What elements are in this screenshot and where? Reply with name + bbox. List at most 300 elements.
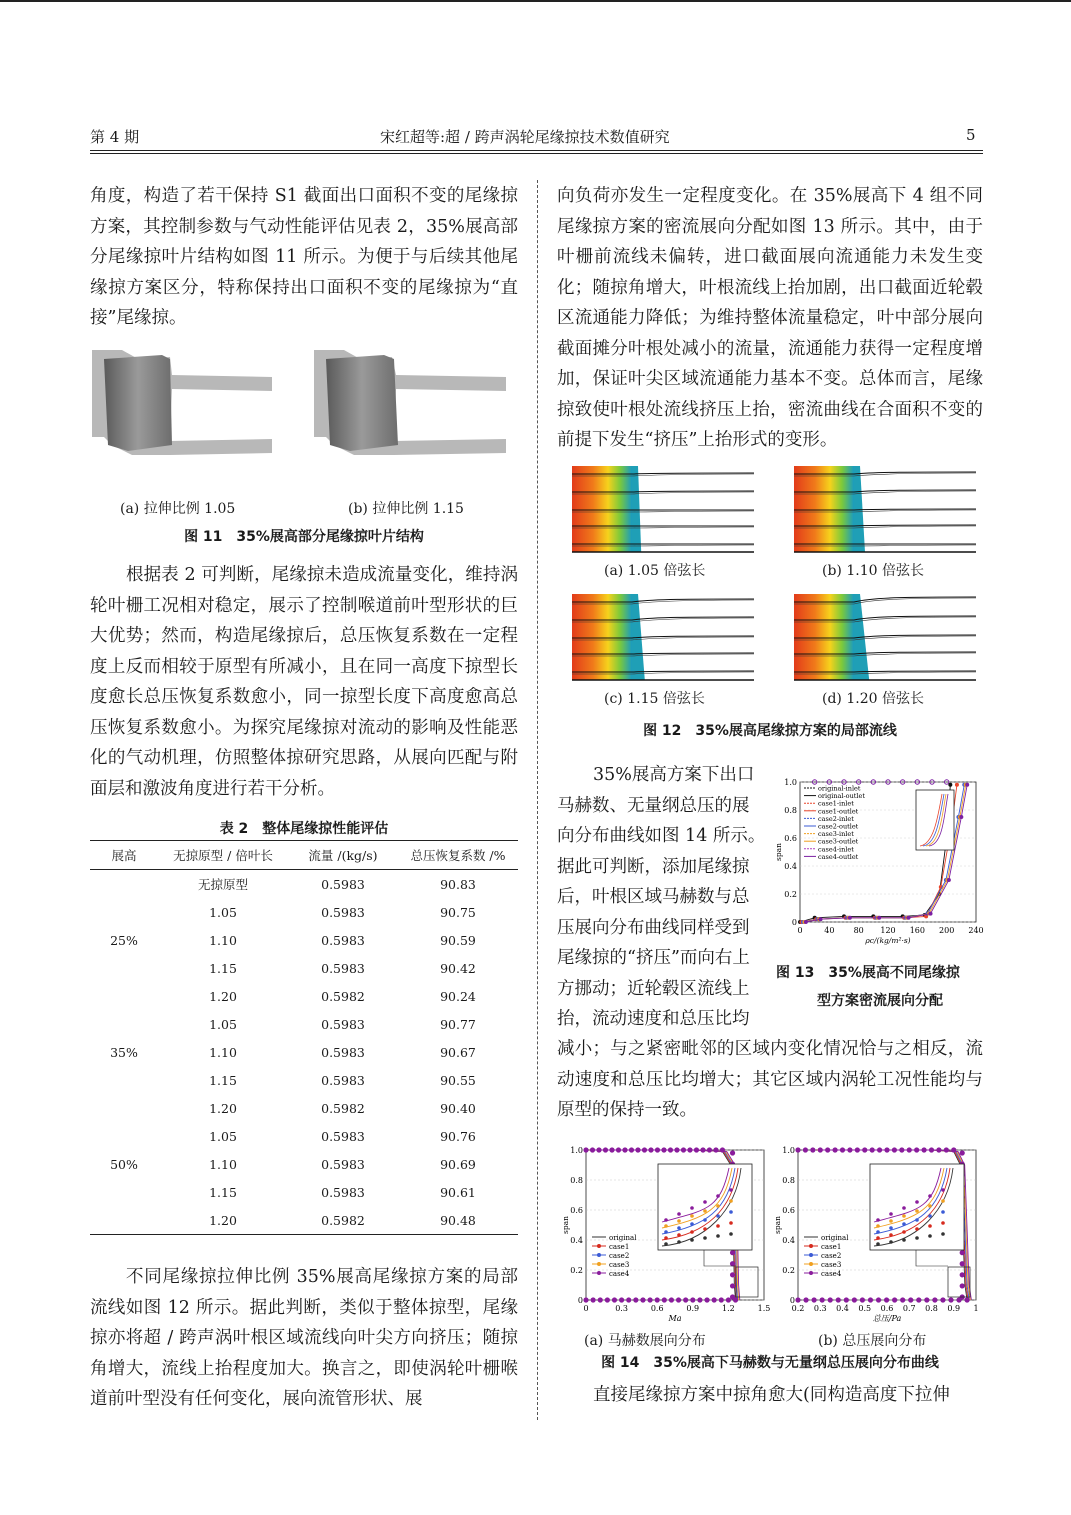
blade-a <box>92 350 272 455</box>
wrap-line: 后，叶根区域马赫数与总 <box>557 887 750 907</box>
x-tick-label: 0.3 <box>813 1304 827 1313</box>
legend-label: case1 <box>609 1243 630 1251</box>
data-point <box>936 1147 941 1152</box>
data-point <box>642 1147 647 1152</box>
table2-cell: 1.15 <box>209 1072 237 1088</box>
figure-14a <box>560 1142 770 1330</box>
table2-cell <box>90 1178 158 1206</box>
right-paragraph-1: 向负荷亦发生一定程度变化。在 35%展高下 4 组不同尾缘掠方案的密流展向分配如图 13 所示。其中，由于叶栅前流线未偏转，进口截面展向流通能力未发生变化；随掠角增大，叶根流线上抬加剧，出口截面近轮毂区流通能力降低；为维持整体流量稳定，叶中部分展向截面摊分叶根处减小的流量，流通能力获得一定程度增加，保证叶尖区域流通能力基本不变。总体而言，尾缘掠致使叶根处流线挤压上抬，密流曲线在合面积不变的前提下发生“挤压”上抬形式的变形。 <box>557 186 983 450</box>
inset-point <box>902 1238 906 1242</box>
x-tick-label: 0 <box>583 1304 589 1313</box>
table2-cell: 90.83 <box>440 876 476 892</box>
x-axis-label: 总压/Pa <box>872 1314 902 1323</box>
inset-point <box>915 1236 919 1240</box>
data-point <box>929 1147 934 1152</box>
table2-cell: 1.10 <box>209 1156 237 1172</box>
table2-header-0: 展高 <box>90 841 158 870</box>
y-tick-label: 0.4 <box>784 862 797 871</box>
inset-point <box>677 1233 681 1237</box>
data-point <box>674 1147 679 1152</box>
legend-label: case4 <box>609 1270 630 1278</box>
data-point <box>956 1297 961 1302</box>
data-point <box>730 1261 735 1266</box>
data-point <box>916 1297 921 1302</box>
inset-point <box>677 1226 681 1230</box>
figure-14b <box>772 1142 982 1330</box>
data-point <box>960 1272 965 1277</box>
data-point <box>640 1297 645 1302</box>
data-point <box>612 1297 617 1302</box>
inset-point <box>716 1204 720 1208</box>
table2-cell: 90.69 <box>440 1156 476 1172</box>
inset-point <box>928 1214 932 1218</box>
table2-cell: 0.5983 <box>321 932 365 948</box>
column-divider <box>537 180 538 1420</box>
x-tick-label: 0.7 <box>902 1304 916 1313</box>
wrap-line: 据此可判断，添加尾缘掠 <box>557 856 750 877</box>
table-row <box>90 1010 518 1038</box>
table-row <box>90 1206 518 1235</box>
data-point <box>720 1147 725 1152</box>
data-point <box>907 1147 912 1152</box>
inset-point <box>928 1194 932 1198</box>
data-point <box>655 1297 660 1302</box>
table2-cell <box>90 870 158 899</box>
inset-point <box>664 1230 668 1234</box>
left-paragraph-3: 不同尾缘掠拉伸比例 35%展高尾缘掠方案的局部流线如图 12 所示。据此判断，类似于整体掠型，尾缘掠亦将超 / 跨声涡叶根区域流线向叶尖方向挤压；随掠角增大，流线上抬程度加大。换言之，即使涡轮叶栅喉道前叶型没有任何变化，展向流管形状、展 <box>90 1267 518 1409</box>
right-paragraph-2-wrap <box>557 760 772 1035</box>
y-tick-label: 0.2 <box>782 1266 795 1275</box>
inset-point <box>664 1236 668 1240</box>
inset-point <box>729 1232 733 1236</box>
table2-cell: 90.42 <box>440 960 476 976</box>
inset-point <box>677 1240 681 1244</box>
data-point <box>648 1147 653 1152</box>
data-point <box>700 1147 705 1152</box>
y-tick-label: 0.6 <box>570 1206 583 1215</box>
blade-b <box>314 350 506 455</box>
data-point <box>668 1147 673 1152</box>
data-point <box>955 783 959 787</box>
table2-cell: 90.67 <box>440 1044 476 1060</box>
y-axis-label: span <box>773 1216 782 1234</box>
data-point <box>603 1147 608 1152</box>
table2-cell: 90.24 <box>440 988 476 1004</box>
table-2 <box>90 840 518 1235</box>
contour-field <box>572 594 632 680</box>
fig12-panel-1 <box>794 460 976 552</box>
data-point <box>661 1147 666 1152</box>
table2-cell: 90.61 <box>440 1184 476 1200</box>
table-row <box>90 1150 518 1178</box>
data-point <box>707 1147 712 1152</box>
header-rule-2 <box>90 153 983 154</box>
data-point <box>583 1297 588 1302</box>
data-point <box>694 1147 699 1152</box>
legend-label: case3-outlet <box>818 837 859 846</box>
inset-point <box>716 1234 720 1238</box>
table2-cell: 90.75 <box>440 904 476 920</box>
x-tick-label: 0.6 <box>880 1304 894 1313</box>
data-point <box>713 1147 718 1152</box>
legend-label: case3-inlet <box>818 830 854 839</box>
fig14-sub-b: (b) 总压展向分布 <box>818 1333 927 1349</box>
data-point <box>683 1297 688 1302</box>
figure-13-chart <box>772 776 984 962</box>
table2-cell <box>90 1206 158 1235</box>
inset-point <box>677 1212 681 1216</box>
y-tick-label: 1.0 <box>570 1146 583 1155</box>
data-point <box>900 1297 905 1302</box>
data-point <box>803 1297 808 1302</box>
figure-12 <box>572 460 976 716</box>
table2-cell: 1.20 <box>209 988 237 1004</box>
legend-marker <box>809 1244 813 1248</box>
data-point <box>704 1297 709 1302</box>
data-point <box>960 1261 965 1266</box>
data-point <box>629 1147 634 1152</box>
data-point <box>690 1297 695 1302</box>
data-point <box>908 1297 913 1302</box>
x-tick-label: 0.8 <box>925 1304 938 1313</box>
data-point <box>921 1147 926 1152</box>
right-paragraph-3: 直接尾缘掠方案中掠角愈大(同构造高度下拉伸 <box>593 1385 950 1405</box>
x-tick-label: 160 <box>909 926 925 935</box>
data-point <box>590 1147 595 1152</box>
data-point <box>947 878 951 882</box>
table2-header-3: 总压恢复系数 /% <box>398 841 518 870</box>
inset-point <box>889 1233 893 1237</box>
y-tick-label: 1.0 <box>784 778 797 787</box>
legend-label: case2 <box>609 1252 630 1260</box>
legend-label: case2-inlet <box>818 814 854 823</box>
data-point <box>591 1297 596 1302</box>
y-axis-label: span <box>561 1216 570 1234</box>
legend-marker <box>809 1253 813 1257</box>
data-point <box>804 920 808 924</box>
inset-point <box>941 1199 945 1203</box>
table2-cell: 1.10 <box>209 932 237 948</box>
table-row <box>90 1122 518 1150</box>
header-rule <box>90 150 983 151</box>
y-tick-label: 0.6 <box>782 1206 795 1215</box>
x-tick-label: 240 <box>968 926 984 935</box>
table-row <box>90 982 518 1010</box>
data-point <box>836 1297 841 1302</box>
table2-cell: 0.5983 <box>321 1072 365 1088</box>
table2-cell: 0.5983 <box>321 960 365 976</box>
inset-point <box>716 1214 720 1218</box>
data-point <box>619 1297 624 1302</box>
data-point <box>960 1283 965 1288</box>
data-point <box>626 1297 631 1302</box>
data-point <box>598 1297 603 1302</box>
data-point <box>876 1297 881 1302</box>
inset-point <box>690 1222 694 1226</box>
legend-label: case4 <box>821 1270 842 1278</box>
figure-11-graphic <box>92 345 520 455</box>
inset-point <box>664 1224 668 1228</box>
data-point <box>730 1250 735 1255</box>
x-tick-label: 0.3 <box>615 1304 628 1313</box>
fig12-sub-c: (c) 1.15 倍弦长 <box>604 691 705 707</box>
x-axis-label: ρc/(kg/m²·s) <box>865 936 911 945</box>
fig11-caption: 图 11 35%展高部分尾缘掠叶片结构 <box>184 529 424 545</box>
y-tick-label: 0.4 <box>570 1236 583 1245</box>
wrap-line: 马赫数、无量纲总压的展 <box>557 795 750 816</box>
inset-point <box>928 1224 932 1228</box>
data-point <box>676 1297 681 1302</box>
fig13-caption-1: 图 13 35%展高不同尾缘掠 <box>776 965 960 981</box>
legend-marker <box>809 1271 813 1275</box>
y-tick-label: 0.8 <box>784 806 797 815</box>
data-point <box>726 1297 731 1302</box>
data-point <box>929 912 933 916</box>
data-point <box>669 1297 674 1302</box>
legend-label: case3 <box>609 1261 630 1269</box>
inset-point <box>928 1234 932 1238</box>
table2-cell <box>90 1122 158 1150</box>
data-point <box>733 1297 738 1302</box>
legend-label: case4-inlet <box>818 845 854 854</box>
legend-label: case4-outlet <box>818 852 859 861</box>
data-point <box>959 815 963 819</box>
figure-14b-chart <box>772 1142 982 1330</box>
table2-cell: 0.5982 <box>321 1100 365 1116</box>
inset-point <box>902 1206 906 1210</box>
inset-point <box>876 1242 880 1246</box>
legend-label: original-inlet <box>818 784 861 793</box>
inset-point <box>729 1188 733 1192</box>
table2-cell: 90.48 <box>398 1206 518 1235</box>
inset-point <box>941 1232 945 1236</box>
legend-label: original-outlet <box>818 792 865 801</box>
running-title: 宋红超等:超 / 跨声涡轮尾缘掠技术数值研究 <box>380 128 670 146</box>
data-point <box>870 1147 875 1152</box>
table2-cell <box>90 1094 158 1122</box>
inset-point <box>703 1236 707 1240</box>
data-point <box>862 1147 867 1152</box>
x-tick-label: 120 <box>880 926 896 935</box>
table2-title: 表 2 整体尾缘掠性能评估 <box>219 821 389 837</box>
table-row <box>90 1178 518 1206</box>
y-tick-label: 0.2 <box>784 890 797 899</box>
x-tick-label: 0.4 <box>836 1304 849 1313</box>
data-point <box>892 1147 897 1152</box>
data-point <box>852 1297 857 1302</box>
data-point <box>914 1147 919 1152</box>
table2-cell: 50% <box>110 1156 138 1172</box>
data-point <box>633 1297 638 1302</box>
data-point <box>812 1297 817 1302</box>
legend-label: case2 <box>821 1252 842 1260</box>
data-point <box>951 1147 956 1152</box>
table2-cell: 1.15 <box>209 1184 237 1200</box>
x-tick-label: 1 <box>973 1304 979 1313</box>
table-row <box>90 1094 518 1122</box>
table-row <box>90 1038 518 1066</box>
legend-marker <box>597 1262 601 1266</box>
fig12-sub-a: (a) 1.05 倍弦长 <box>604 563 706 579</box>
data-point <box>932 1297 937 1302</box>
inset-point <box>876 1224 880 1228</box>
contour-field <box>794 466 854 552</box>
table2-cell: 0.5983 <box>321 1156 365 1172</box>
x-tick-label: 40 <box>824 926 835 935</box>
y-tick-label: 0.2 <box>570 1266 583 1275</box>
table2-header-1: 无掠原型 / 倍叶长 <box>158 841 288 870</box>
data-point <box>681 1147 686 1152</box>
inset-point <box>729 1199 733 1203</box>
legend-marker <box>597 1271 601 1275</box>
inset-point <box>690 1230 694 1234</box>
table-row <box>90 870 518 899</box>
table2-cell <box>90 1066 158 1094</box>
data-point <box>662 1297 667 1302</box>
fig14-caption: 图 14 35%展高下马赫数与无量纲总压展向分布曲线 <box>601 1355 939 1371</box>
data-point <box>848 916 852 920</box>
inset-point <box>889 1226 893 1230</box>
data-point <box>884 1297 889 1302</box>
inset-point <box>690 1238 694 1242</box>
table2-cell <box>90 982 158 1010</box>
figure-13 <box>772 776 984 962</box>
legend-label: case3 <box>821 1261 842 1269</box>
y-tick-label: 0 <box>577 1296 583 1305</box>
x-tick-label: 200 <box>939 926 955 935</box>
table2-cell: 0.5983 <box>321 1016 365 1032</box>
data-point <box>868 1297 873 1302</box>
zoom-connector <box>916 1250 948 1266</box>
data-point <box>832 1147 837 1152</box>
table2-cell: 90.76 <box>440 1128 476 1144</box>
inset-point <box>915 1200 919 1204</box>
table2-cell: 1.05 <box>209 904 237 920</box>
figure-12-graphic <box>572 460 976 716</box>
x-tick-label: 0.9 <box>686 1304 700 1313</box>
contour-field <box>572 466 632 552</box>
fig14-sub-a: (a) 马赫数展向分布 <box>584 1333 706 1349</box>
fig12-caption: 图 12 35%展高尾缘掠方案的局部流线 <box>643 723 897 739</box>
right-paragraph-2-rest: 减小；与之紧密毗邻的区域内变化情况恰与之相反，流动速度和总压比均增大；其它区域内涡轮工况性能均与原型的保持一致。 <box>557 1039 983 1120</box>
data-point <box>860 1297 865 1302</box>
inset-point <box>729 1221 733 1225</box>
figure-14a-chart <box>560 1142 770 1330</box>
inset-point <box>876 1218 880 1222</box>
data-point <box>877 1147 882 1152</box>
inset-point <box>703 1200 707 1204</box>
data-point <box>616 1147 621 1152</box>
data-point <box>730 1150 735 1155</box>
inset-box <box>916 790 954 850</box>
issue-number: 第 4 期 <box>90 128 140 146</box>
y-tick-label: 0.8 <box>570 1176 583 1185</box>
inset-point <box>889 1240 893 1244</box>
y-tick-label: 0.6 <box>784 834 797 843</box>
data-point <box>855 1147 860 1152</box>
table2-cell: 1.15 <box>209 960 237 976</box>
inset-point <box>902 1230 906 1234</box>
fig11-sub-a: (a) 拉伸比例 1.05 <box>120 501 236 517</box>
table2-cell: 1.10 <box>209 1044 237 1060</box>
data-point <box>907 916 911 920</box>
data-point <box>687 1147 692 1152</box>
inset-point <box>915 1218 919 1222</box>
table2-cell: 1.05 <box>209 1128 237 1144</box>
fig12-sub-d: (d) 1.20 倍弦长 <box>822 691 924 707</box>
x-tick-label: 0.2 <box>791 1304 805 1313</box>
wrap-line: 35%展高方案下出口 <box>593 765 755 785</box>
table2-cell: 0.5982 <box>288 1206 398 1235</box>
inset-point <box>729 1210 733 1214</box>
x-tick-label: 80 <box>853 926 864 935</box>
data-point <box>609 1147 614 1152</box>
inset-point <box>703 1218 707 1222</box>
data-point <box>899 1147 904 1152</box>
data-point <box>844 1297 849 1302</box>
data-point <box>596 1147 601 1152</box>
data-point <box>960 1250 965 1255</box>
table2-cell <box>90 1010 158 1038</box>
data-point <box>795 1297 800 1302</box>
fig13-caption-2: 型方案密流展向分配 <box>817 993 943 1009</box>
table2-cell: 90.40 <box>440 1100 476 1116</box>
y-tick-label: 0.4 <box>782 1236 795 1245</box>
x-tick-label: 0.6 <box>650 1304 664 1313</box>
data-point <box>719 1297 724 1302</box>
data-point <box>605 1297 610 1302</box>
data-point <box>924 1297 929 1302</box>
data-point <box>655 1147 660 1152</box>
inset-point <box>902 1214 906 1218</box>
table2-cell: 0.5983 <box>321 876 365 892</box>
table2-cell <box>90 898 158 926</box>
table2-cell: 90.77 <box>440 1016 476 1032</box>
legend-label: original <box>821 1234 849 1242</box>
data-point <box>825 1147 830 1152</box>
legend-label: case1-inlet <box>818 799 854 808</box>
legend-marker <box>597 1253 601 1257</box>
data-point <box>810 1147 815 1152</box>
inset-point <box>716 1224 720 1228</box>
inset-point <box>703 1227 707 1231</box>
table2-cell: 90.59 <box>440 932 476 948</box>
data-point <box>840 1147 845 1152</box>
x-tick-label: 0.9 <box>947 1304 961 1313</box>
table-row <box>90 954 518 982</box>
inset-point <box>876 1230 880 1234</box>
y-axis-label: span <box>774 843 783 861</box>
wrap-line: 向分布曲线如图 14 所示。 <box>557 826 766 846</box>
inset-point <box>941 1188 945 1192</box>
table2-cell: 0.5983 <box>321 904 365 920</box>
data-point <box>960 1150 965 1155</box>
left-paragraph-1: 角度，构造了若干保持 S1 截面出口面积不变的尾缘掠方案，其控制参数与气动性能评估见表 2，35%展高部分尾缘掠叶片结构如图 11 所示。为便于与后续其他尾缘掠方案区分，特称保持出口面积不变的尾缘掠为“直接”尾缘掠。 <box>90 186 518 328</box>
table2-cell: 0.5983 <box>321 1044 365 1060</box>
table-row <box>90 926 518 954</box>
data-point <box>730 1283 735 1288</box>
data-point <box>635 1147 640 1152</box>
table-row <box>90 1066 518 1094</box>
inset-point <box>889 1212 893 1216</box>
table2-cell: 25% <box>110 932 138 948</box>
inset-point <box>889 1219 893 1223</box>
table2-cell: 35% <box>110 1044 138 1060</box>
data-point <box>892 1297 897 1302</box>
table2-cell: 1.20 <box>158 1206 288 1235</box>
fig12-sub-b: (b) 1.10 倍弦长 <box>822 563 924 579</box>
table2-header-2: 流量 /(kg/s) <box>288 841 398 870</box>
